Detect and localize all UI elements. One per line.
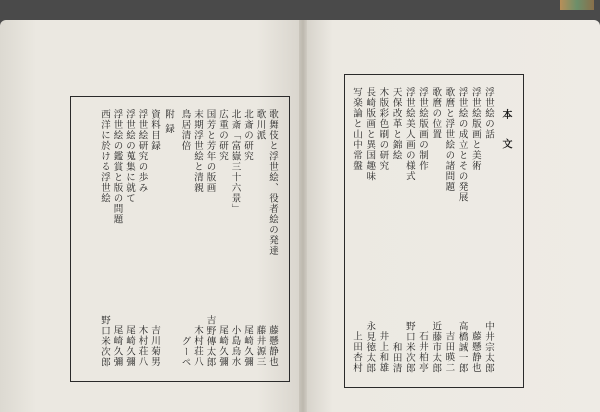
toc-entry-title: 北斎の研究 xyxy=(242,109,253,162)
toc-entry-author: 吉野傳太郎 xyxy=(204,314,216,367)
toc-entry-author: 吉川菊男 xyxy=(149,325,160,367)
toc-entry-author: 上田杏村 xyxy=(351,331,362,373)
toc-entry-author: 吉田暎二 xyxy=(443,331,455,373)
toc-entry-author: 和田清 xyxy=(390,341,402,373)
toc-entry-title: 浮世絵版画の制作 xyxy=(417,87,428,171)
toc-entry-title: 資料目録 xyxy=(149,109,160,151)
book-gutter xyxy=(299,20,307,412)
appendix-label: 附 録 xyxy=(163,109,174,135)
toc-entry-title: 歌川派 xyxy=(254,109,266,141)
toc-entry-author: 野口米次郎 xyxy=(403,320,415,373)
toc-entry-title: 長崎版画と異国趣味 xyxy=(364,87,376,182)
toc-entry-title: 歌舞伎と浮世絵、役者絵の発達 xyxy=(267,109,278,256)
toc-entry-title: 国芳と芳年の版画 xyxy=(204,109,216,193)
toc-entry-title: 末期浮世絵と清親 xyxy=(192,109,203,193)
toc-entry-author: 尾崎久彌 xyxy=(111,325,123,367)
toc-entry-title: 天保改革と錦絵 xyxy=(390,87,402,161)
toc-entry-title: 北斎「富嶽三十六景」 xyxy=(229,109,241,214)
toc-entry-title: 浮世絵の鑑賞と版の問題 xyxy=(111,109,123,225)
toc-entry-author: 藤井源三 xyxy=(254,325,266,367)
toc-entry-author: 石井柏亭 xyxy=(417,331,428,373)
book-spine-strip xyxy=(560,0,594,10)
toc-entry-title: 広重の研究 xyxy=(217,109,228,162)
toc-entry-author: 井上和雄 xyxy=(377,331,389,373)
toc-entry-title: 歌麿と浮世絵の諸問題 xyxy=(443,87,455,192)
toc-entry-author: 永見徳太郎 xyxy=(364,320,376,373)
toc-entry-title: 西洋に於ける浮世絵 xyxy=(99,109,110,204)
toc-entry-title: 浮世絵の話 xyxy=(483,87,494,140)
toc-entry-author: 尾崎久彌 xyxy=(124,325,135,367)
toc-entry-author: 尾崎久彌 xyxy=(242,325,253,367)
right-contents-box xyxy=(344,74,524,388)
left-contents-box xyxy=(70,96,290,382)
toc-entry-author: 藤懸静也 xyxy=(267,325,278,367)
toc-entry-title: 木版彩色刷の研究 xyxy=(377,87,389,171)
toc-entry-title: 歌麿の位置 xyxy=(430,87,442,140)
toc-entry-title: 浮世絵美人画の様式 xyxy=(403,87,415,182)
toc-entry-author: 小島烏水 xyxy=(229,325,241,367)
toc-entry-author: 近藤市太郎 xyxy=(430,320,442,373)
toc-entry-author: 藤懸静也 xyxy=(469,331,481,373)
toc-entry-title: 浮世絵研究の歩み xyxy=(136,109,148,193)
toc-entry-author: 木村荘八 xyxy=(136,325,148,367)
toc-entry-author: 尾崎久彌 xyxy=(217,325,228,367)
toc-entry-title: 鳥居清倍 xyxy=(179,109,191,151)
toc-entry-author: 高橋誠一郎 xyxy=(456,320,468,373)
toc-entry-title: 浮世絵の蒐集に就て xyxy=(124,109,135,204)
section-header: 本 文 xyxy=(500,109,511,157)
toc-entry-author: 中井宗太郎 xyxy=(483,320,494,373)
toc-entry-author: 野口米次郎 xyxy=(99,314,110,367)
toc-entry-title: 浮世絵版画と美術 xyxy=(469,87,481,171)
toc-entry-author: グーペ xyxy=(179,335,191,367)
toc-entry-author: 木村荘八 xyxy=(192,325,203,367)
toc-entry-title: 写楽論と山中常盤 xyxy=(351,87,362,171)
toc-entry-title: 浮世絵の成立とその発展 xyxy=(456,87,468,203)
